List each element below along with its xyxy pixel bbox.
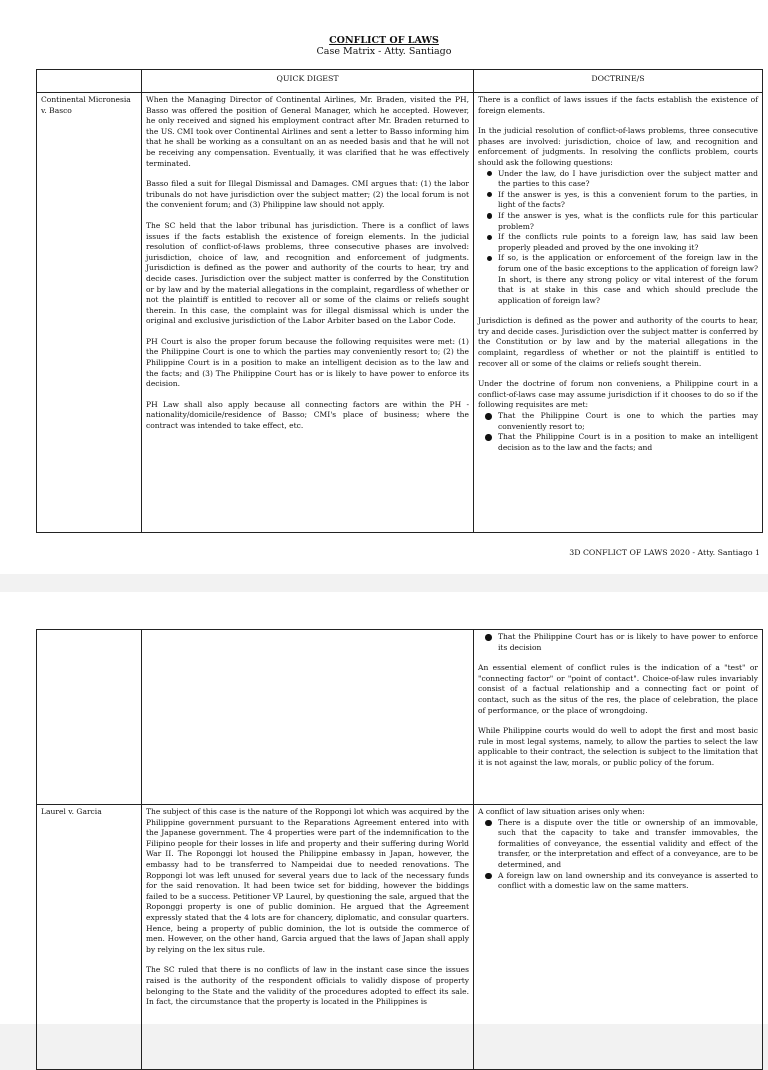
header-cell-doctrines: DOCTRINE/S — [474, 70, 763, 93]
questions-list — [478, 169, 758, 307]
list-item: That the Philippine Court is one to which the parties may conveniently resort to; — [498, 411, 758, 431]
list-item: That the Philippine Court has or is likely to have power to enforce its decision — [498, 632, 758, 652]
empty-cell — [142, 630, 474, 805]
requisites-list — [478, 411, 758, 453]
doctrine-cell — [474, 630, 763, 805]
digest-paragraph: The subject of this case is the nature of the Roppongi lot which was acquired by the Philippine government pursuant to the Reparations Agreement entered into with the Japanese government. The 4 properties were part of the indemnification to the Filipino people for their losses in life and property and their suffering during World War II. The Roponggi lot housed the Philippine embassy in Japan, however, the embassy had to be transferred to Nampeidai due to needed renovations. The Roppongi lot was left unused for several years due to lack of the necessary funds for the said renovation. It had been twice set for bidding, however the biddings failed to be a success. Petitioner VP Laurel, by questioning the sale, argued that the Roponggi property is one of public dominion. He argued that the Agreement expressly stated that the 4 lots are for chancery, diplomatic, and consular quarters. Hence, being a property of public dominion, the lot is outside the commerce of men. However, on the other hand, Garcia argued that the laws of Japan shall apply by relying on the lex situs rule. — [146, 807, 469, 954]
case-matrix-table-continued — [36, 629, 763, 1070]
digest-paragraph: The SC ruled that there is no conflicts of law in the instant case since the issues raised is the authority of the respondent officials to validly dispose of property belonging to the State and the validity of the procedures adopted to effect its sale. In fact, the circumstance that the property is located in the Philippines is — [146, 965, 469, 1007]
digest-paragraph: The SC held that the labor tribunal has jurisdiction. There is a conflict of laws issues if the facts establish the existence of foreign elements. In the judicial resolution of conflict-of-laws problems, three consecutive phases are involved: jurisdiction, choice of law, and recognition and enforcement of judgments. Jurisdiction is defined as the power and authority of the courts to hear, try and decide cases. Jurisdiction over the subject matter is conferred by the Constitution or by law and by the material allegations in the complaint, regardless of whether or not the plaintiff is entitled to recover all or some of the claims or reliefs sought therein. In this case, the complaint was for illegal dismissal which is under the original and exclusive jurisdiction of the Labor Arbiter based on the Labor Code. — [146, 220, 469, 326]
quick-digest-cell — [142, 805, 474, 1070]
header-cell-case — [37, 70, 142, 93]
digest-paragraph: When the Managing Director of Continental Airlines, Mr. Braden, visited the PH, Basso was offered the position of General Manager, which he accepted. However, he only received and signed his employment contract after Mr. Braden returned to the US. CMI took over Continental Airlines and sent a letter to Basso informing him that he shall be working as a consultant on an as needed basis and that he will not be receiving any compensation. Eventually, it was clarified that he was effectively terminated. — [146, 95, 469, 168]
list-item: If the answer is yes, is this a convenient forum to the parties, in light of the facts? — [498, 189, 758, 210]
doctrine-paragraph: There is a conflict of laws issues if the facts establish the existence of foreign elements. — [478, 95, 758, 115]
digest-paragraph: Basso filed a suit for Illegal Dismissal and Damages. CMI argues that: (1) the labor tribunals do not have jurisdiction over the subject matter; (2) the local forum is not the convenient forum; and (3) Philippine law should not apply. — [146, 179, 469, 210]
table-row — [37, 93, 763, 533]
quick-digest-cell — [142, 93, 474, 533]
list-item: If the answer is yes, what is the conflicts rule for this particular problem? — [498, 210, 758, 231]
doctrine-paragraph: Jurisdiction is defined as the power and authority of the courts to hear, try and decide cases. Jurisdiction over the subject matter is conferred by the Constitution or by law and by the material allegations in the complaint, regardless of whether or not the plaintiff is entitled to recover all or some of the claims or reliefs sought therein. — [478, 316, 758, 368]
doctrine-paragraph: Under the doctrine of forum non conveniens, a Philippine court in a conflict-of-laws case may assume jurisdiction if it chooses to do so if the following requisites are met: — [478, 379, 758, 410]
digest-paragraph: PH Law shall also apply because all connecting factors are within the PH - nationality/domicile/residence of Basso; CMI's place of business; where the contract was intended to take effect, etc. — [146, 399, 469, 431]
case-name: Continental Micronesia v. Basco — [37, 93, 142, 533]
list-item: If so, is the application or enforcement of the foreign law in the forum one of the basic exceptions to the application of foreign law? In short, is there any strong policy or vital interest of the forum that is at stake in this case and which should preclude the application of foreign law? — [498, 253, 758, 305]
list-item: Under the law, do I have jurisdiction over the subject matter and the parties to this case? — [498, 168, 758, 189]
table-header-row — [37, 70, 763, 93]
doctrine-paragraph: A conflict of law situation arises only when: — [478, 807, 645, 816]
requisites-list — [478, 632, 758, 653]
document-subtitle: Case Matrix - Atty. Santiago — [316, 46, 452, 57]
case-matrix-table — [36, 69, 763, 533]
case-name: Laurel v. Garcia — [37, 805, 142, 1070]
page-footer: 3D CONFLICT OF LAWS 2020 - Atty. Santiago 1 — [569, 548, 760, 557]
conditions-list — [478, 818, 758, 892]
doctrine-paragraph: An essential element of conflict rules is the indication of a "test" or "connecting factor" or "point of contact". Choice-of-law rules invariably consist of a factual relationship and a connecting fact or point of contact, such as the situs of the res, the place of celebration, the place of performance, or the place of wrongdoing. — [478, 663, 758, 715]
document-page-2 — [0, 592, 768, 1024]
doctrine-paragraph: In the judicial resolution of conflict-of-laws problems, three consecutive phases are involved: jurisdiction, choice of law, and recognition and enforcement of judgments. In resolving the conflicts problem, courts should ask the following questions: — [478, 126, 758, 167]
header-cell-quick-digest: QUICK DIGEST — [142, 70, 474, 93]
table-row — [37, 630, 763, 805]
doctrine-cell — [474, 93, 763, 533]
list-item: There is a dispute over the title or ownership of an immovable, such that the capacity to take and transfer immovables, the formalities of conveyance, the essential validity and effect of the transfer, or the interpretation and effect of a conveyance, are to be determined, and — [498, 817, 758, 869]
list-item: If the conflicts rule points to a foreign law, has said law been properly pleaded and proved by the one invoking it? — [498, 232, 758, 252]
empty-cell — [37, 630, 142, 805]
list-item: That the Philippine Court is in a position to make an intelligent decision as to the law and the facts; and — [498, 432, 758, 452]
list-item: A foreign law on land ownership and its conveyance is asserted to conflict with a domestic law on the same matters. — [498, 870, 758, 891]
document-title: CONFLICT OF LAWS — [329, 35, 439, 46]
digest-paragraph: PH Court is also the proper forum because the following requisites were met: (1) the Philippine Court is one to which the parties may conveniently resort to; (2) the Philippine Court is in a position to make an intelligent decision as to the law and the facts; and (3) The Philippine Court has or is likely to have power to enforce its decision. — [146, 336, 469, 389]
table-row — [37, 805, 763, 1070]
doctrine-cell — [474, 805, 763, 1070]
doctrine-paragraph: While Philippine courts would do well to adopt the first and most basic rule in most legal systems, namely, to allow the parties to select the law applicable to their contract, the selection is subject to the limitation that it is not against the law, morals, or public policy of the forum. — [478, 726, 758, 767]
